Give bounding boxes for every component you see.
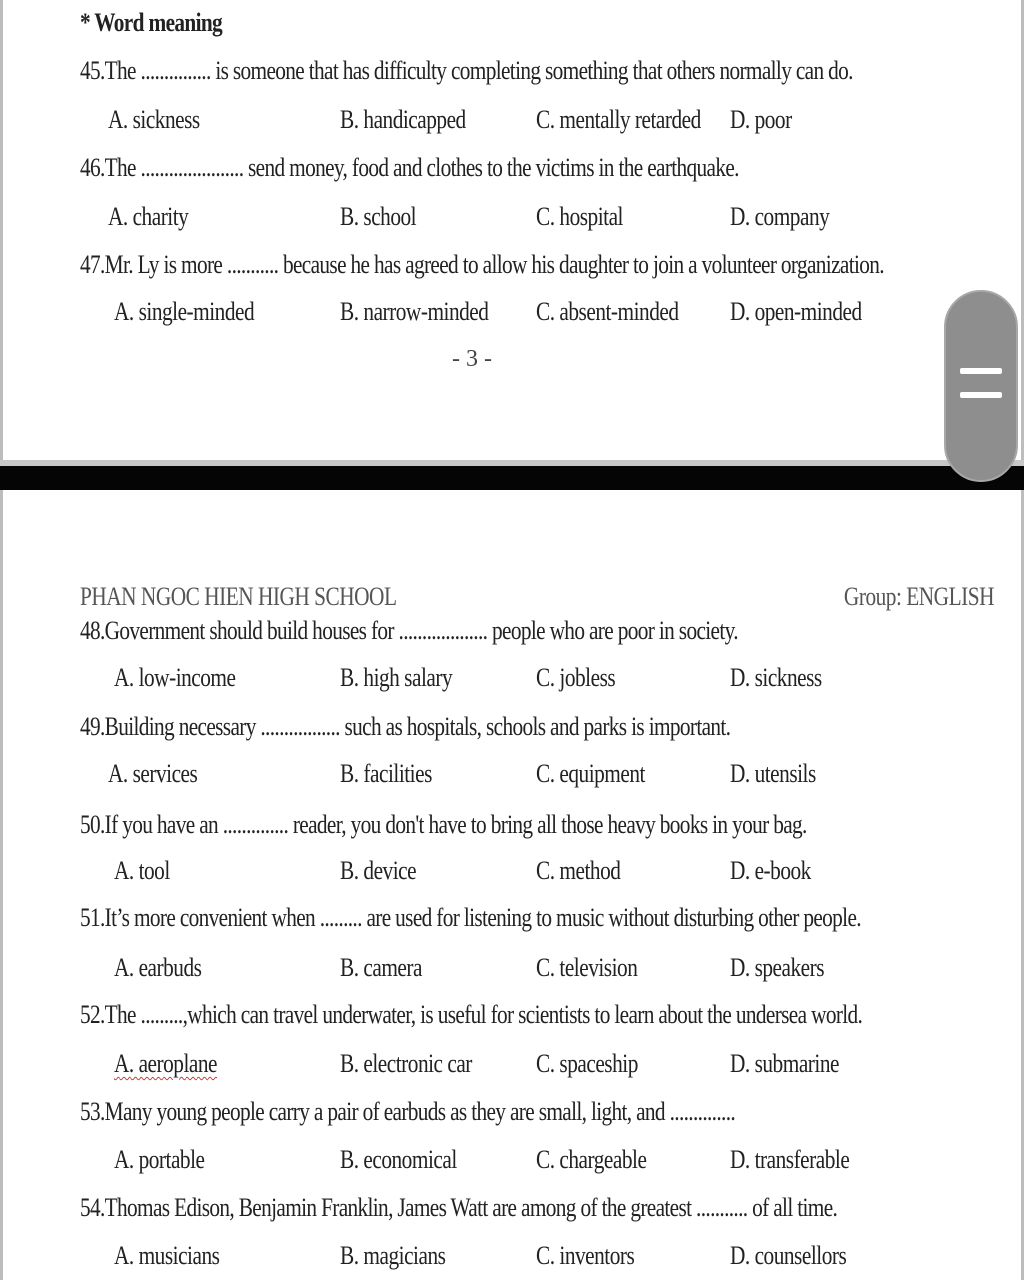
q54-option-b: B. magicians (340, 1241, 446, 1270)
q51-option-b: B. camera (340, 953, 422, 982)
q54-option-c: C. inventors (536, 1241, 635, 1270)
q46-option-b: B. school (340, 202, 417, 231)
school-name: PHAN NGOC HIEN HIGH SCHOOL (80, 582, 397, 611)
q46-option-c: C. hospital (536, 202, 623, 231)
question-51: 51.It’s more convenient when ......... are used for listening to music without disturbing other people. (80, 903, 861, 932)
q53-option-a: A. portable (114, 1145, 205, 1174)
question-54: 54.Thomas Edison, Benjamin Franklin, James Watt are among of the greatest ........... of all time. (80, 1193, 838, 1222)
q51-option-d: D. speakers (730, 953, 825, 982)
q50-option-c: C. method (536, 856, 621, 885)
q52-option-a-text: A. aeroplane (114, 1049, 218, 1078)
group-label: Group: ENGLISH (843, 582, 994, 611)
scroll-handle[interactable] (944, 290, 1018, 482)
page-separator (0, 466, 1024, 490)
q48-option-c: C. jobless (536, 663, 616, 692)
q50-option-d: D. e-book (730, 856, 811, 885)
q52-option-c: C. spaceship (536, 1049, 638, 1078)
q52-option-d: D. submarine (730, 1049, 839, 1078)
q54-option-a: A. musicians (114, 1241, 220, 1270)
q54-option-d: D. counsellors (730, 1241, 847, 1270)
q46-option-d: D. company (730, 202, 830, 231)
q47-option-a: A. single-minded (114, 297, 255, 326)
section-heading: * Word meaning (80, 8, 223, 37)
q49-option-b: B. facilities (340, 759, 432, 788)
q45-option-c: C. mentally retarded (536, 105, 701, 134)
q53-option-d: D. transferable (730, 1145, 850, 1174)
q49-option-d: D. utensils (730, 759, 816, 788)
q47-option-c: C. absent-minded (536, 297, 679, 326)
grip-line-icon (960, 392, 1002, 398)
q45-option-d: D. poor (730, 105, 792, 134)
q52-option-b: B. electronic car (340, 1049, 472, 1078)
q52-option-a (114, 1049, 217, 1079)
grip-line-icon (960, 368, 1002, 374)
q45-option-a: A. sickness (108, 105, 200, 134)
question-48: 48.Government should build houses for ................... people who are poor in society. (80, 616, 738, 645)
q45-option-b: B. handicapped (340, 105, 466, 134)
q51-option-c: C. television (536, 953, 638, 982)
q53-option-c: C. chargeable (536, 1145, 647, 1174)
page-number: - 3 - (452, 346, 492, 372)
question-47: 47.Mr. Ly is more ........... because he has agreed to allow his daughter to join a volunteer organization. (80, 250, 884, 279)
question-46: 46.The ...................... send money, food and clothes to the victims in the earthquake. (80, 153, 739, 182)
q50-option-b: B. device (340, 856, 417, 885)
q49-option-a: A. services (108, 759, 198, 788)
question-45: 45.The ............... is someone that has difficulty completing something that others normally can do. (80, 56, 853, 85)
question-52: 52.The .........,which can travel underwater, is useful for scientists to learn about the undersea world. (80, 1000, 863, 1029)
q48-option-a: A. low-income (114, 663, 236, 692)
q47-option-d: D. open-minded (730, 297, 862, 326)
q51-option-a: A. earbuds (114, 953, 202, 982)
q49-option-c: C. equipment (536, 759, 645, 788)
q46-option-a: A. charity (108, 202, 189, 231)
q48-option-d: D. sickness (730, 663, 822, 692)
q50-option-a: A. tool (114, 856, 170, 885)
q48-option-b: B. high salary (340, 663, 453, 692)
question-53: 53.Many young people carry a pair of earbuds as they are small, light, and .............. (80, 1097, 736, 1126)
question-49: 49.Building necessary ................. such as hospitals, schools and parks is important. (80, 712, 731, 741)
q53-option-b: B. economical (340, 1145, 457, 1174)
question-50: 50.If you have an .............. reader, you don't have to bring all those heavy books in your bag. (80, 810, 807, 839)
q47-option-b: B. narrow-minded (340, 297, 489, 326)
